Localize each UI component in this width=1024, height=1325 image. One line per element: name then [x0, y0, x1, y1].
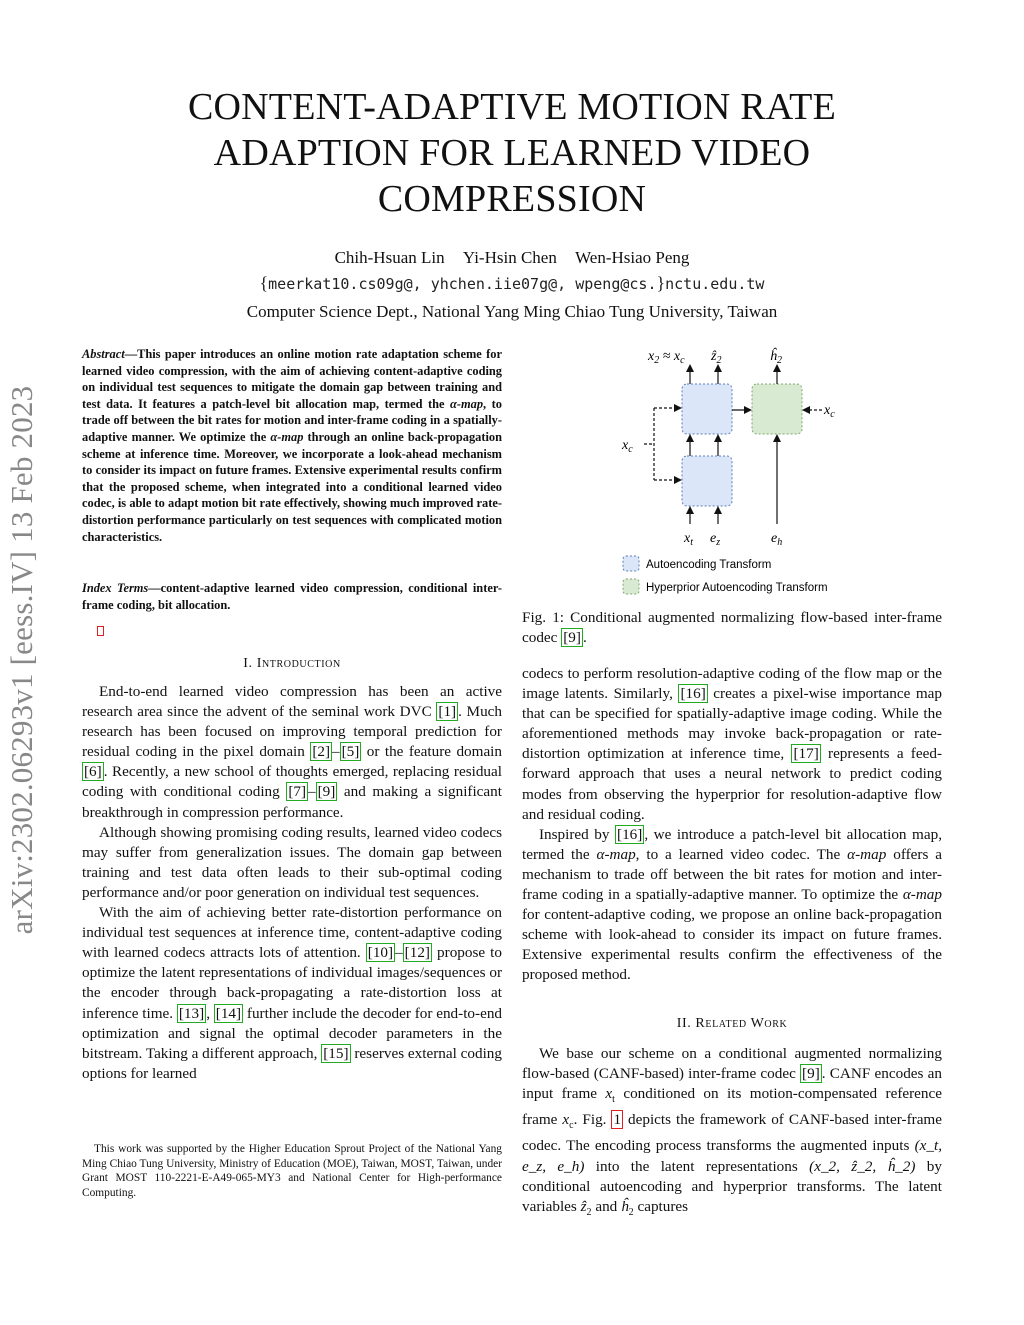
section-number: II.	[676, 1016, 696, 1031]
paper-title	[120, 84, 904, 222]
citation-link[interactable]: [17]	[793, 745, 819, 763]
citation-link[interactable]: [9]	[317, 783, 336, 801]
paragraph: We base our scheme on a conditional augmented normalizing flow-based (CANF-based) inter-frame codec [9] . CANF encodes an input frame $x_t$ conditioned on its motion-compensated reference frame $x_c$. Fig. 1 depicts the framework of CANF-based inter-frame codec. The encoding process transforms the augmented inputs (x_t, e_z, e_h) into the latent representations (x_2, ẑ_2, ĥ_2) by conditional autoencoding and hyperprior transforms. The latent variables ẑ$_2$ and $ĥ_2$ captures	[522, 1045, 942, 1218]
author-list	[120, 246, 904, 270]
footnote	[82, 1142, 502, 1200]
title-line: ADAPTION FOR LEARNED VIDEO	[213, 132, 811, 174]
fig-label-h2: $ĥ_2$	[770, 349, 782, 366]
citation-link[interactable]: [5]	[341, 743, 360, 761]
autoencoding-block-upper	[682, 384, 732, 434]
author-emails: {meerkat10.cs09g@, yhchen.iie07g@, wpeng@cs.}nctu.edu.tw	[259, 273, 765, 293]
citation-link[interactable]: [12]	[404, 944, 430, 962]
citation-link[interactable]: [16]	[680, 685, 706, 703]
legend-swatch-autoencoding	[623, 556, 639, 571]
autoencoding-block-lower	[682, 456, 732, 506]
paragraph: Although showing promising coding results, learned video codecs may suffer from generalization issues. The domain gap between training and test data often leads to their sub-optimal coding performance and/or poor generation on individual test sequences.	[82, 823, 502, 901]
legend-swatch-hyperprior	[623, 579, 639, 594]
citation-link[interactable]: [2]	[312, 743, 331, 761]
fig-label-xc-left: $x_c$	[622, 438, 633, 455]
author-name: Yi-Hsin Chen	[462, 248, 557, 267]
link-marker[interactable]	[97, 626, 104, 636]
section-title: Related Work	[695, 1016, 788, 1031]
fig-label-x2-approx-xc: $x_2 \approx x_c$	[648, 349, 685, 366]
citation-link[interactable]: [15]	[323, 1044, 349, 1062]
legend-label-autoencoding: Autoencoding Transform	[646, 559, 772, 571]
abstract	[82, 346, 502, 545]
paragraph: End-to-end learned video compression has been an active research area since the advent of the seminal work DVC [1] . Much research has been focused on improving temporal prediction for residual coding in the pixel domain [2] – [5] or the feature domain [6] . Recently, a new school of thoughts emerged, replacing residual coding with conditional coding [7] – [9] and making a significant breakthrough in compression performance.	[82, 683, 502, 821]
fig-label-eh: $e_h$	[771, 531, 783, 548]
email-list: meerkat10.cs09g@, yhchen.iie07g@, wpeng@cs.	[268, 275, 657, 293]
fig-label-xt: $x_t$	[684, 531, 693, 548]
related-work-body	[522, 1044, 942, 1223]
section-title: Introduction	[256, 656, 341, 671]
title-line: COMPRESSION	[377, 178, 647, 220]
figure-caption: Fig. 1: Conditional augmented normalizing flow-based inter-frame codec [9] .	[522, 609, 942, 646]
math-latents: (x_2, ẑ_2, ĥ_2)	[809, 1157, 916, 1175]
abstract-text: through an online back-propagation scheme at inference time. Moreover, we incorporate a look-ahead mechanism to consider its impact on future frames. Extensive experimental results confirm that the proposed scheme, when integrated into a conditional learned video codec, is able to adapt motion bit rate effectively, showing much improved rate-distortion performance particularly on test sequences with complicated motion characteristics.	[82, 429, 503, 544]
section-number: I.	[243, 656, 257, 671]
section-heading-introduction	[82, 656, 502, 672]
arxiv-stamp: arXiv:2302.06293v1 [eess.IV] 13 Feb 2023	[4, 385, 39, 935]
citation-link[interactable]: [9]	[802, 1065, 820, 1083]
alpha-map-term: α-map	[847, 845, 887, 863]
alpha-map-term: α-map	[450, 396, 484, 411]
math-inputs: (x_t, e_z, e_h)	[522, 1137, 942, 1175]
index-terms-lead: Index Terms	[82, 581, 149, 595]
author-name: Chih-Hsuan Lin	[334, 248, 445, 267]
index-terms-text: —content-adaptive learned video compression, conditional inter-frame coding, bit allocation.	[82, 581, 502, 612]
citation-link[interactable]: [10]	[367, 944, 394, 962]
figure-link[interactable]: 1	[613, 1111, 622, 1129]
citation-link[interactable]: [6]	[84, 763, 102, 781]
paragraph: codecs to perform resolution-adaptive coding of the flow map or the image latents. Similarly, [16] creates a pixel-wise importance map that can be specified for spatially-adaptive image coding. While the aforementioned methods may invoke back-propagation or rate-distortion optimization at inference time, [17] represents a feed-forward approach that uses a neural network to predict coding modes from observing the hyperprior for resolution-adaptive flow and residual coding.	[522, 665, 943, 823]
fig-label-xc-right: $x_c$	[824, 403, 835, 420]
author-name: Wen-Hsiao Peng	[575, 248, 690, 267]
fig-label-ez: $e_z$	[710, 531, 721, 548]
section-heading-related-work	[522, 1016, 942, 1032]
intro-body	[82, 682, 502, 1084]
abstract-lead: Abstract	[82, 347, 125, 361]
citation-link[interactable]: [1]	[438, 703, 457, 721]
citation-link[interactable]: [13]	[178, 1004, 205, 1022]
index-terms	[82, 580, 502, 613]
citation-link[interactable]: [14]	[215, 1004, 242, 1022]
citation-link[interactable]: [16]	[617, 825, 643, 843]
abstract-text: , to trade off between the bit rates for motion and inter-frame coding in a spatially-adaptive manner. We optimize the	[82, 396, 502, 444]
abstract-text: —This paper introduces an online motion rate adaptation scheme for learned video compression, with the aim of achieving content-adaptive coding on individual test sequences to mitigate the domain gap between training and test data. It features a patch-level bit allocation map, termed the	[82, 347, 502, 411]
affiliation: Computer Science Dept., National Yang Ming Chiao Tung University, Taiwan	[246, 302, 778, 321]
right-column-body	[522, 664, 942, 986]
alpha-map-term: α-map	[902, 886, 942, 904]
citation-link[interactable]: [9]	[563, 629, 581, 646]
paragraph: With the aim of achieving better rate-distortion performance on individual test sequences at inference time, content-adaptive coding with learned codecs attracts lots of attention. [10] – [12] propose to optimize the latent representations of individual images/sequences or the encoder through back-propagating a rate-distortion loss at inference time. [13] , [14] further include the decoder for end-to-end optimization and signal the optimal decoder parameters in the bitstream. Taking a different approach, [15] reserves external coding options for learned	[82, 904, 503, 1082]
email-domain: nctu.edu.tw	[665, 275, 765, 293]
title-line: CONTENT-ADAPTIVE MOTION RATE	[187, 86, 837, 128]
paragraph: Inspired by [16] , we introduce a patch-level bit allocation map, termed the α-map, to a learned video codec. The α-map offers a mechanism to trade off between the bit rates for motion and inter-frame coding in a spatially-adaptive manner. To optimize the α-map for content-adaptive coding, we propose an online back-propagation scheme with look-ahead to consider its impact on future frames. Extensive experimental results confirm the effectiveness of the proposed method.	[522, 825, 942, 984]
alpha-map-term: α-map	[270, 429, 304, 444]
legend-label-hyperprior: Hyperprior Autoencoding Transform	[646, 582, 828, 594]
fig-label-z2: ẑ$_2$	[711, 349, 722, 366]
footnote-text: This work was supported by the Higher Education Sprout Project of the National Yang Ming Chiao Tung University, Ministry of Education (MOE), Taiwan, MOST, Taiwan, under Grant MOST 110-2221-E-A49-065-MY3 and National Center for High-performance Computing.	[82, 1143, 502, 1199]
figure-canf-codec	[610, 340, 860, 602]
citation-link[interactable]: [7]	[288, 783, 307, 801]
hyperprior-block	[752, 384, 802, 434]
alpha-map-term: α-map	[596, 845, 636, 863]
